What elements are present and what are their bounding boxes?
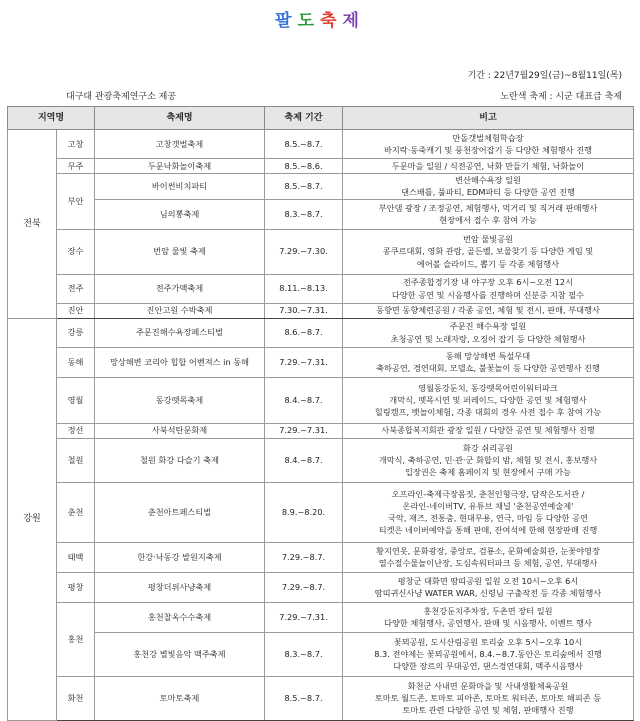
festival-note: 꽃뫼공원, 도시산림공원 토리숲 오후 5시~오후 10시 8.3. 전야제는 꽃뫼공원에서, 8.4.~8.7.동안은 토리숲에서 진행 다양한 장르의 무대공연, 댄스경연대회, 맥주시음행사 (343, 632, 634, 676)
festival-note: 오프라인-축제극장몸짓, 춘천인형극장, 담작은도서관 / 온라인-네이버TV, 유튜브 채널 '춘천공연예술제' 국악, 재즈, 전통춤, 현대무용, 연극, 마임 등 다양한 공연 티켓은 네이버예약을 통해 판매, 잔여석에 한해 현장판매 진행 (343, 482, 634, 542)
city-name: 고창 (57, 130, 95, 159)
city-name: 춘천 (57, 482, 95, 542)
festival-note: 전주종합경기장 내 야구장 오후 6시~오전 12시 다양한 공연 및 시음행사를 진행하며 신분증 지참 필수 (343, 274, 634, 303)
festival-name: 춘천아트페스티벌 (95, 482, 265, 542)
table-body (8, 130, 634, 721)
festival-dates: 8.4.~8.7. (265, 438, 343, 482)
festival-dates: 7.29.~7.31. (265, 423, 343, 438)
festival-name: 동강뗏목축제 (95, 377, 265, 423)
city-name: 화천 (57, 676, 95, 720)
provider-credit: 대구대 관광축제연구소 제공 (66, 92, 177, 102)
table-row (8, 602, 634, 632)
festival-dates: 7.29.~7.30. (265, 229, 343, 274)
table-row (8, 318, 634, 347)
festival-period: 기간 : 22년7월29일(금)~8월11일(목) (467, 71, 622, 81)
table-row (8, 482, 634, 542)
festival-note: 주문진 해수욕장 일원 초청공연 및 노래자랑, 오징어 잡기 등 다양한 체험행사 (343, 318, 634, 347)
table-row (8, 229, 634, 274)
festival-dates: 8.6.~8.7. (265, 318, 343, 347)
festival-dates: 7.30.~7.31. (265, 303, 343, 318)
table-row (8, 676, 634, 720)
title-char: 도 (297, 11, 320, 31)
legend-note: 노란색 축제 : 시군 대표급 축제 (500, 92, 622, 102)
table-row (8, 572, 634, 602)
table-row (8, 159, 634, 174)
festival-note: 평창군 대화면 땀띠공원 일원 오전 10시~오후 6시 땀띠귀신사냥 WATER WAR, 신령님 구출작전 등 각종 체험행사 (343, 572, 634, 602)
header-region: 지역명 (8, 107, 95, 130)
festival-dates: 8.3.~8.7. (265, 632, 343, 676)
city-name: 강릉 (57, 318, 95, 347)
festival-dates: 7.29.~7.31. (265, 602, 343, 632)
festival-dates: 8.5.~8.7. (265, 174, 343, 200)
festival-note: 동향면 동향체련공원 / 각종 공연, 체험 및 전시, 판매, 부대행사 (343, 303, 634, 318)
festival-name: 두문낙화놀이축제 (95, 159, 265, 174)
festival-dates: 8.11.~8.13. (265, 274, 343, 303)
festival-name: 평창더위사냥축제 (95, 572, 265, 602)
table-row (8, 438, 634, 482)
title-char: 축 (320, 11, 343, 31)
festival-name: 고창갯벌축제 (95, 130, 265, 159)
city-name: 동해 (57, 347, 95, 377)
table-header (8, 107, 634, 130)
city-name: 무주 (57, 159, 95, 174)
festival-dates: 7.29.~8.7. (265, 572, 343, 602)
festival-dates: 8.4.~8.7. (265, 377, 343, 423)
city-name: 전주 (57, 274, 95, 303)
festival-note: 동해 망상해변 특설무대 축하공연, 경연대회, 모델쇼, 불꽃놀이 등 다양한 공연행사 진행 (343, 347, 634, 377)
city-name: 부안 (57, 174, 95, 230)
table-row (8, 130, 634, 159)
city-name: 홍천 (57, 602, 95, 676)
festival-note: 황지연못, 문화광장, 중앙로, 검룡소, 문화예술회관, 눈꽃야영장 열수절수물놀이난장, 도심속워터파크 등 체험, 공연, 부대행사 (343, 542, 634, 572)
festival-name: 진안고원 수박축제 (95, 303, 265, 318)
city-name: 철원 (57, 438, 95, 482)
festival-table (7, 106, 634, 721)
festival-dates: 8.5.~8.7. (265, 676, 343, 720)
title-char: 제 (342, 11, 365, 31)
festival-name: 사북석탄문화제 (95, 423, 265, 438)
festival-name: 주문진해수욕장페스티벌 (95, 318, 265, 347)
festival-name: 철원 화강 다슬기 축제 (95, 438, 265, 482)
city-name: 정선 (57, 423, 95, 438)
table-row (8, 542, 634, 572)
table-row (8, 423, 634, 438)
festival-note: 부안댐 광장 / 조정공연, 체험행사, 먹거리 및 직거래 판매행사 현장에서 접수 후 참여 가능 (343, 199, 634, 229)
table-row (8, 632, 634, 676)
title-char: 팔 (275, 11, 298, 31)
festival-dates: 8.5.~8.6. (265, 159, 343, 174)
festival-dates: 7.29.~8.7. (265, 542, 343, 572)
table-row (8, 347, 634, 377)
city-name: 평창 (57, 572, 95, 602)
festival-name: 토마토축제 (95, 676, 265, 720)
city-name: 진안 (57, 303, 95, 318)
festival-name: 홍천강 별빛음악 맥주축제 (95, 632, 265, 676)
festival-dates: 7.29.~7.31. (265, 347, 343, 377)
city-name: 태백 (57, 542, 95, 572)
festival-name: 바이썬비치파티 (95, 174, 265, 200)
city-name: 영월 (57, 377, 95, 423)
festival-dates: 8.3.~8.7. (265, 199, 343, 229)
festival-note: 만돌갯벌체험학습장 바지락·동죽캐기 및 풍천장어잡기 등 다양한 체험행사 진행 (343, 130, 634, 159)
festival-note: 번암 물빛공원 콩쿠르대회, 영화 관람, 골든벨, 보물찾기 등 다양한 게임 및 에어볼 슬라이드, 뽑기 등 각종 체험행사 (343, 229, 634, 274)
festival-name: 망상해변 코리아 힙합 어벤져스 in 동해 (95, 347, 265, 377)
festival-dates: 8.9.~8.20. (265, 482, 343, 542)
table-row (8, 199, 634, 229)
festival-name: 전주가맥축제 (95, 274, 265, 303)
page-title (0, 6, 640, 31)
header-festival: 축제명 (95, 107, 265, 130)
festival-dates: 8.5.~8.7. (265, 130, 343, 159)
festival-note: 홍천강둔치주차장, 두촌면 장터 일원 다양한 체험행사, 공연행사, 판매 및 시음행사, 이벤트 행사 (343, 602, 634, 632)
festival-note: 화천군 사내면 문화마을 및 사내생활체육공원 토마토 월드존, 토마토 피아존, 토마토 워터존, 토마토 해피존 등 토마토 관련 다양한 공연 및 체험, 판매행사 진행 (343, 676, 634, 720)
region-name: 강원 (8, 318, 57, 720)
festival-note: 변산해수욕장 일원 댄스배틀, 풀파티, EDM파티 등 다양한 공연 진행 (343, 174, 634, 200)
table-row (8, 377, 634, 423)
city-name: 장수 (57, 229, 95, 274)
region-name: 전북 (8, 130, 57, 319)
table-row (8, 174, 634, 200)
header-note: 비고 (343, 107, 634, 130)
festival-note: 영월동강둔치, 동강뗏목어린이워터파크 개막식, 뗏목시연 및 퍼레이드, 다양한 공연 및 체험행사 힐링캠프, 뱃놀이체험, 각종 대회의 경우 사전 접수 후 참여 가능 (343, 377, 634, 423)
festival-name: 한강·낙동강 발원지축제 (95, 542, 265, 572)
festival-name: 님의뽕축제 (95, 199, 265, 229)
festival-name: 번암 물빛 축제 (95, 229, 265, 274)
festival-note: 두문마을 일원 / 식전공연, 낙화 만들기 체험, 낙화놀이 (343, 159, 634, 174)
table-row (8, 274, 634, 303)
festival-note: 사북종합복지회관 광장 일원 / 다양한 공연 및 체험행사 진행 (343, 423, 634, 438)
festival-name: 홍천찰옥수수축제 (95, 602, 265, 632)
header-period: 축제 기간 (265, 107, 343, 130)
festival-note: 화강 쉬리공원 개막식, 축하공연, 민·관·군 화합의 밤, 체험 및 전시, 홍보행사 입장권은 축제 홈페이지 및 현장에서 구매 가능 (343, 438, 634, 482)
table-row (8, 303, 634, 318)
